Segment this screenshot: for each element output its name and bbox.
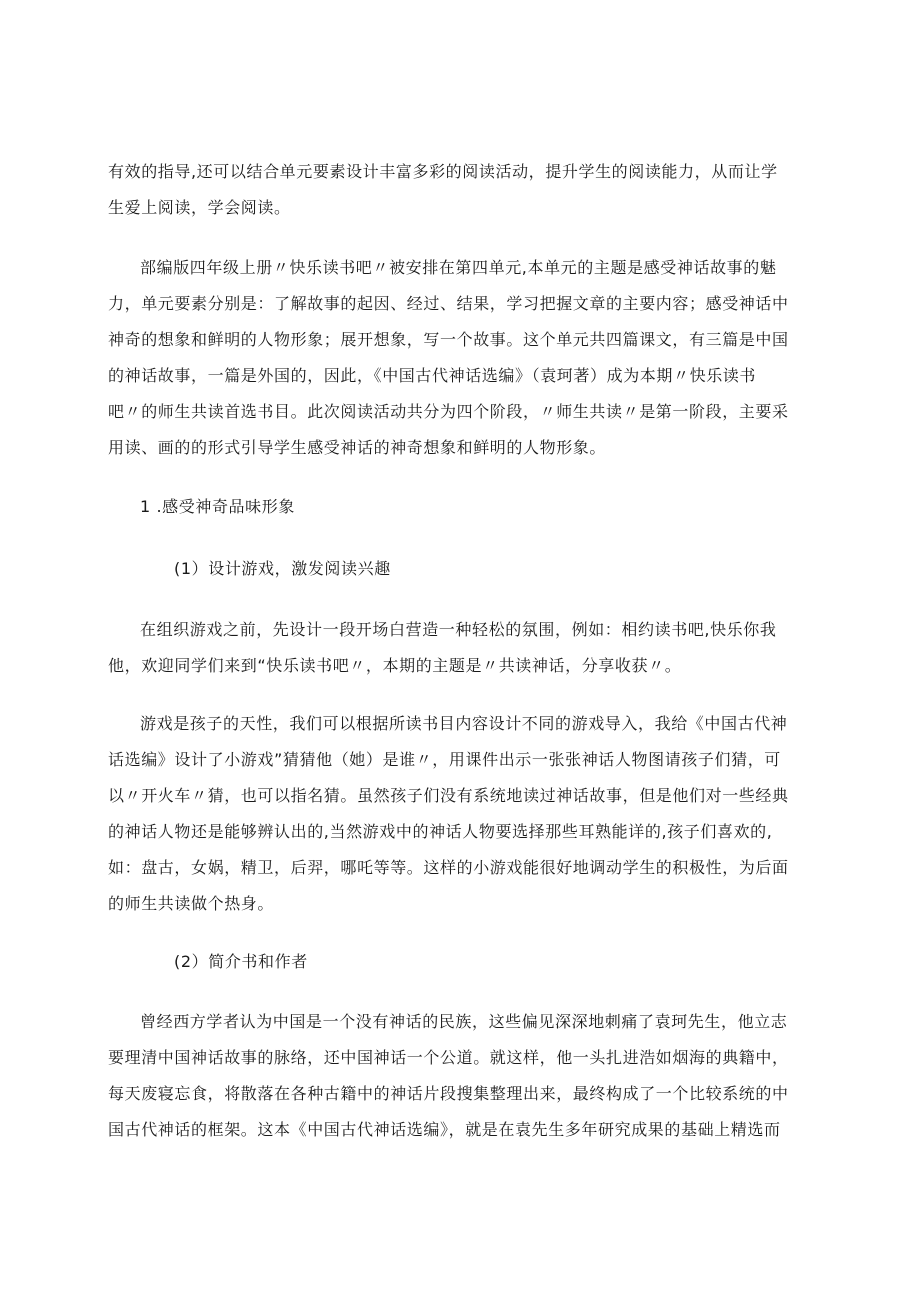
subheading-text: (1）设计游戏，激发阅读兴趣 — [174, 559, 391, 578]
text-line: 如：盘古，女娲，精卫，后羿，哪吒等等。这样的小游戏能很好地调动学生的积极性，为后面 — [108, 858, 789, 877]
text-line: 的师生共读做个热身。 — [108, 894, 275, 913]
text-line: 生爱上阅读，学会阅读。 — [108, 198, 291, 217]
text-line: 每天废寝忘食，将散落在各种古籍中的神话片段搜集整理出来，最终构成了一个比较系统的中 — [108, 1084, 789, 1103]
text-line: 话选编》设计了小游戏”猜猜他（她）是谁〃，用课件出示一张张神话人物图请孩子们猜，可 — [108, 750, 781, 769]
text-line: 用读、画的的形式引导学生感受神话的神奇想象和鲜明的人物形象。 — [108, 438, 607, 457]
text-line: 曾经西方学者认为中国是一个没有神话的民族，这些偏见深深地刺痛了袁珂先生，他立志 — [140, 1012, 788, 1031]
text-line: 吧〃的师生共读首选书目。此次阅读活动共分为四个阶段，〃师生共读〃是第一阶段，主要采 — [108, 402, 789, 421]
text-line: 神奇的想象和鲜明的人物形象；展开想象，写一个故事。这个单元共四篇课文，有三篇是中国 — [108, 330, 789, 349]
text-line: 有效的指导,还可以结合单元要素设计丰富多彩的阅读活动，提升学生的阅读能力，从而让学 — [108, 162, 778, 181]
text-line: 国古代神话的框架。这本《中国古代神话选编》，就是在袁先生多年研究成果的基础上精选而 — [108, 1120, 781, 1139]
text-line: 的神话故事，一篇是外国的，因此，《中国古代神话选编》（袁珂著）成为本期〃快乐读书 — [108, 366, 757, 385]
text-line: 他，欢迎同学们来到“快乐读书吧〃，本期的主题是〃共读神话，分享收获〃。 — [108, 656, 682, 675]
text-line: 游戏是孩子的天性，我们可以根据所读书目内容设计不同的游戏导入，我给《中国古代神 — [140, 714, 788, 733]
text-line: 要理清中国神话故事的脉络，还中国神话一个公道。就这样，他一头扎进浩如烟海的典籍中， — [108, 1048, 789, 1067]
heading-text: 1 .感受神奇品味形象 — [140, 497, 295, 516]
text-line: 以〃开火车〃猜，也可以指名猜。虽然孩子们没有系统地读过神话故事，但是他们对一些经典 — [108, 786, 789, 805]
text-line: 在组织游戏之前，先设计一段开场白营造一种轻松的氛围，例如：相约读书吧,快乐你我 — [140, 620, 777, 639]
text-line: 力，单元要素分别是：了解故事的起因、经过、结果，学习把握文章的主要内容；感受神话中 — [108, 294, 789, 313]
text-line: 部编版四年级上册〃快乐读书吧〃被安排在第四单元,本单元的主题是感受神话故事的魅 — [140, 258, 777, 277]
subheading-text: (2）简介书和作者 — [174, 952, 308, 971]
text-line: 的神话人物还是能够辨认出的,当然游戏中的神话人物要选择那些耳熟能详的,孩子们喜欢的, — [108, 822, 773, 841]
